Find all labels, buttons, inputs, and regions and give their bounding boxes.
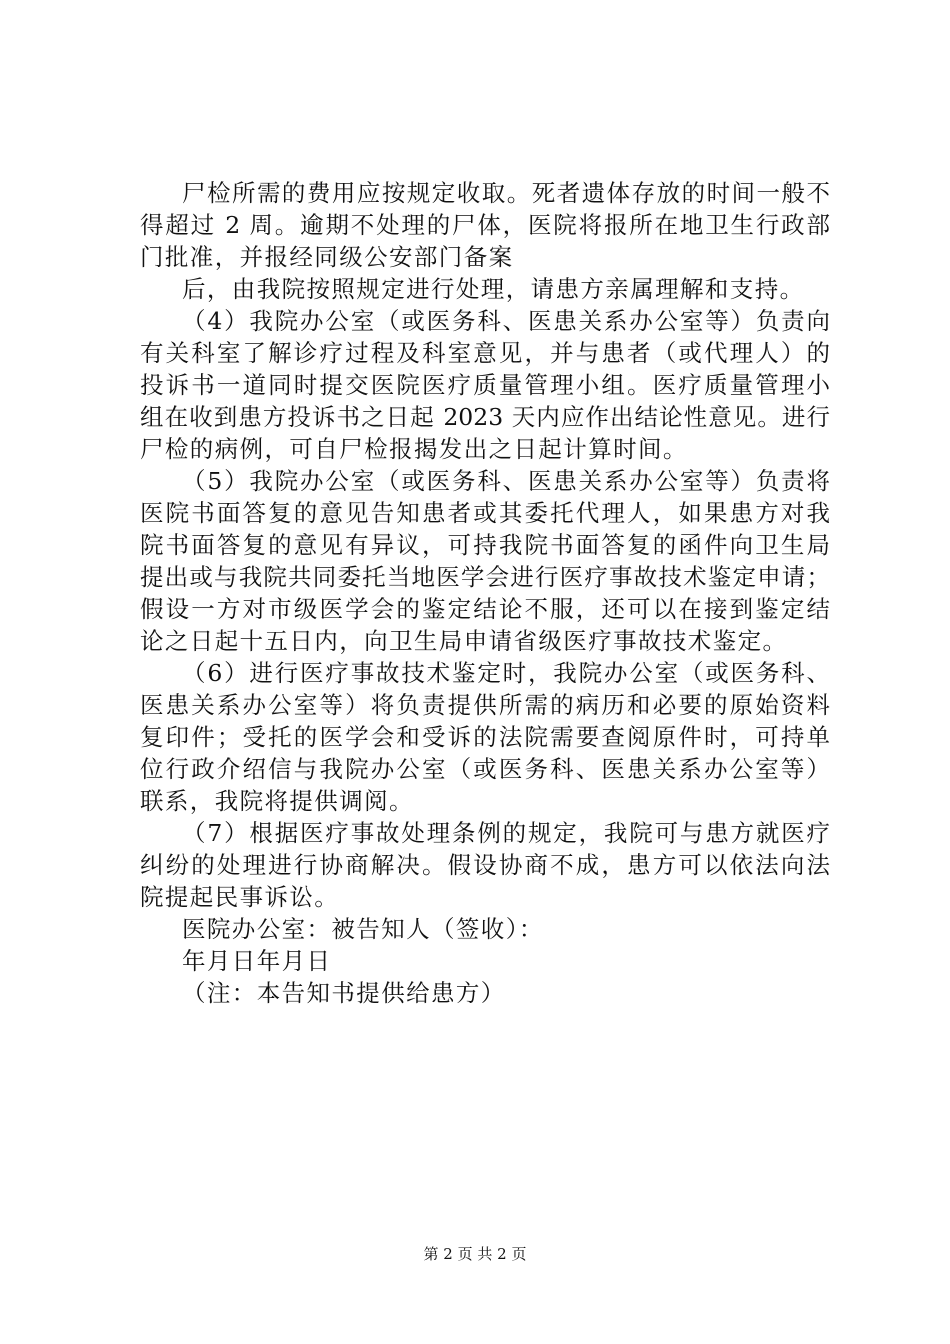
text-line: 得超过 2 周。逾期不处理的尸体，医院将报所在地卫生行政部 bbox=[140, 211, 830, 239]
note-section bbox=[140, 977, 830, 1009]
note-line: （注：本告知书提供给患方） bbox=[182, 979, 506, 1007]
date-section bbox=[140, 945, 830, 977]
date-line: 年月日年月日 bbox=[182, 947, 332, 975]
text-line: （7）根据医疗事故处理条例的规定，我院可与患方就医疗 bbox=[182, 819, 830, 847]
text-line: 提出或与我院共同委托当地医学会进行医疗事故技术鉴定申请； bbox=[140, 563, 830, 591]
text-line: 组在收到患方投诉书之日起 2023 天内应作出结论性意见。进行 bbox=[140, 403, 830, 431]
paragraph-autopsy-fee bbox=[140, 177, 830, 273]
text-line: 投诉书一道同时提交医院医疗质量管理小组。医疗质量管理小 bbox=[140, 371, 830, 399]
page-number: 第 2 页 共 2 页 bbox=[423, 1245, 527, 1263]
text-line: 联系，我院将提供调阅。 bbox=[140, 787, 414, 815]
text-line: 门批准，并报经同级公安部门备案 bbox=[140, 243, 514, 271]
text-line: 后，由我院按照规定进行处理，请患方亲属理解和支持。 bbox=[182, 275, 805, 303]
text-line: 假设一方对市级医学会的鉴定结论不服，还可以在接到鉴定结 bbox=[140, 595, 830, 623]
text-line: 尸检的病例，可自尸检报揭发出之日起计算时间。 bbox=[140, 435, 688, 463]
paragraph-after-processing bbox=[140, 273, 830, 305]
paragraph-item-7 bbox=[140, 817, 830, 913]
text-line: 复印件；受托的医学会和受诉的法院需要查阅原件时，可持单 bbox=[140, 723, 830, 751]
text-line: 尸检所需的费用应按规定收取。死者遗体存放的时间一般不 bbox=[182, 179, 830, 207]
text-line: 院书面答复的意见有异议，可持我院书面答复的函件向卫生局 bbox=[140, 531, 830, 559]
text-line: （5）我院办公室（或医务科、医患关系办公室等）负责将 bbox=[182, 467, 830, 495]
paragraph-item-6 bbox=[140, 657, 830, 817]
text-line: （4）我院办公室（或医务科、医患关系办公室等）负责向 bbox=[182, 307, 830, 335]
document-body bbox=[140, 177, 830, 1009]
page-footer bbox=[0, 1244, 950, 1264]
text-line: （6）进行医疗事故技术鉴定时，我院办公室（或医务科、 bbox=[182, 659, 830, 687]
text-line: 论之日起十五日内，向卫生局申请省级医疗事故技术鉴定。 bbox=[140, 627, 788, 655]
text-line: 位行政介绍信与我院办公室（或医务科、医患关系办公室等） bbox=[140, 755, 830, 783]
text-line: 院提起民事诉讼。 bbox=[140, 883, 340, 911]
text-line: 医患关系办公室等）将负责提供所需的病历和必要的原始资料 bbox=[140, 691, 830, 719]
text-line: 纠纷的处理进行协商解决。假设协商不成，患方可以依法向法 bbox=[140, 851, 830, 879]
signature-section bbox=[140, 913, 830, 945]
signature-line: 医院办公室：被告知人（签收）： bbox=[182, 915, 544, 943]
paragraph-item-4 bbox=[140, 305, 830, 465]
text-line: 有关科室了解诊疗过程及科室意见，并与患者（或代理人）的 bbox=[140, 339, 830, 367]
paragraph-item-5 bbox=[140, 465, 830, 657]
text-line: 医院书面答复的意见告知患者或其委托代理人，如果患方对我 bbox=[140, 499, 830, 527]
